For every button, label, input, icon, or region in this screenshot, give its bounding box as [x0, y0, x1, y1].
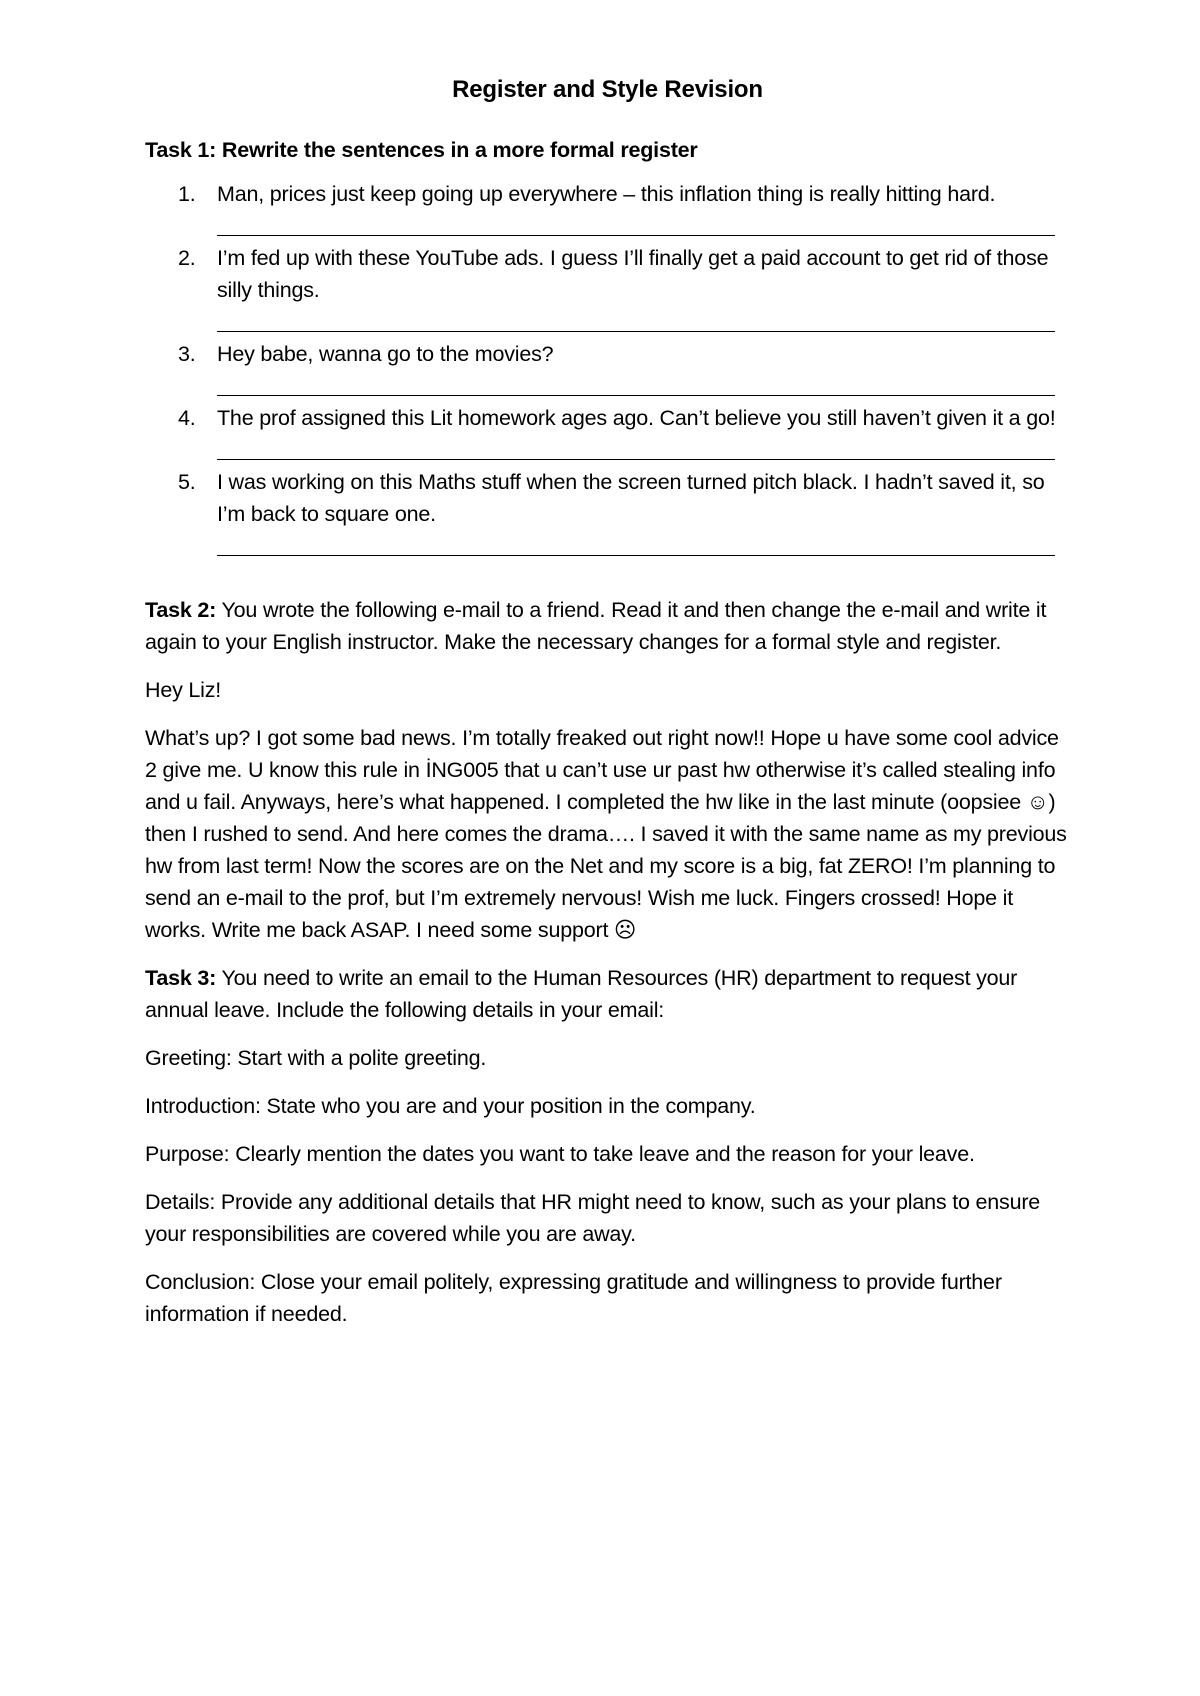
task2-instructions: [145, 594, 1070, 658]
worksheet-page: [145, 72, 1070, 1346]
item-number: 3.: [178, 342, 196, 366]
task3-introduction-point: Introduction: State who you are and your position in the company.: [145, 1094, 756, 1118]
task3-label: Task 3:: [145, 966, 217, 990]
task3-instructions: [145, 962, 1070, 1026]
email-greeting: Hey Liz!: [145, 678, 222, 702]
task1-sentence-list: [145, 178, 1070, 562]
item-number: 5.: [178, 470, 196, 494]
task3-purpose-point: Purpose: Clearly mention the dates you want to take leave and the reason for your leave.: [145, 1142, 975, 1166]
answer-line[interactable]: [217, 370, 1055, 402]
task3-details-point: Details: Provide any additional details that HR might need to know, such as your plans to ensure your responsibilities are covered while you are away.: [145, 1190, 1041, 1246]
list-item: [145, 466, 1070, 562]
list-item: [145, 178, 1070, 242]
answer-line[interactable]: [217, 210, 1055, 242]
answer-line[interactable]: [217, 434, 1055, 466]
list-item: [145, 242, 1070, 338]
answer-line[interactable]: [217, 306, 1055, 338]
task2-label: Task 2:: [145, 598, 217, 622]
informal-sentence: I’m fed up with these YouTube ads. I guess I’ll finally get a paid account to get rid of those silly things.: [217, 246, 1049, 302]
item-number: 2.: [178, 246, 196, 270]
task2-instructions-text: You wrote the following e-mail to a friend. Read it and then change the e-mail and write it again to your English instructor. Make the necessary changes for a formal style and register.: [145, 598, 1047, 654]
task3-instructions-text: You need to write an email to the Human Resources (HR) department to request your annual leave. Include the following details in your email:: [145, 966, 1018, 1022]
task3-conclusion-point: Conclusion: Close your email politely, expressing gratitude and willingness to provide further information if needed.: [145, 1270, 1002, 1326]
informal-email: [145, 674, 1070, 946]
document-title: Register and Style Revision: [452, 76, 763, 103]
informal-sentence: The prof assigned this Lit homework ages ago. Can’t believe you still haven’t given it a go!: [217, 406, 1056, 430]
list-item: [145, 338, 1070, 402]
list-item: [145, 402, 1070, 466]
item-number: 4.: [178, 406, 196, 430]
task1-heading: Task 1: Rewrite the sentences in a more formal register: [145, 138, 698, 162]
answer-line[interactable]: [217, 530, 1055, 562]
item-number: 1.: [178, 182, 196, 206]
task3-greeting-point: Greeting: Start with a polite greeting.: [145, 1046, 487, 1070]
section-spacer: [145, 562, 1070, 594]
informal-sentence: Hey babe, wanna go to the movies?: [217, 342, 554, 366]
email-body-text: What’s up? I got some bad news. I’m totally freaked out right now!! Hope u have some cool advice 2 give me. U know this rule in İNG005 that u can’t use ur past hw otherwise it’s called stealing info and u fail. Anyways, here’s what happened. I completed the hw like in the last minute (oopsiee ☺) then I rushed to send. And here comes the drama…. I saved it with the same name as my previous hw from last term! Now the scores are on the Net and my score is a big, fat ZERO! I’m planning to send an e-mail to the prof, but I’m extremely nervous! Wish me luck. Fingers crossed! Hope it works. Write me back ASAP. I need some support ☹: [145, 726, 1067, 942]
informal-sentence: I was working on this Maths stuff when the screen turned pitch black. I hadn’t saved it, so I’m back to square one.: [217, 470, 1045, 526]
informal-sentence: Man, prices just keep going up everywhere – this inflation thing is really hitting hard.: [217, 182, 996, 206]
